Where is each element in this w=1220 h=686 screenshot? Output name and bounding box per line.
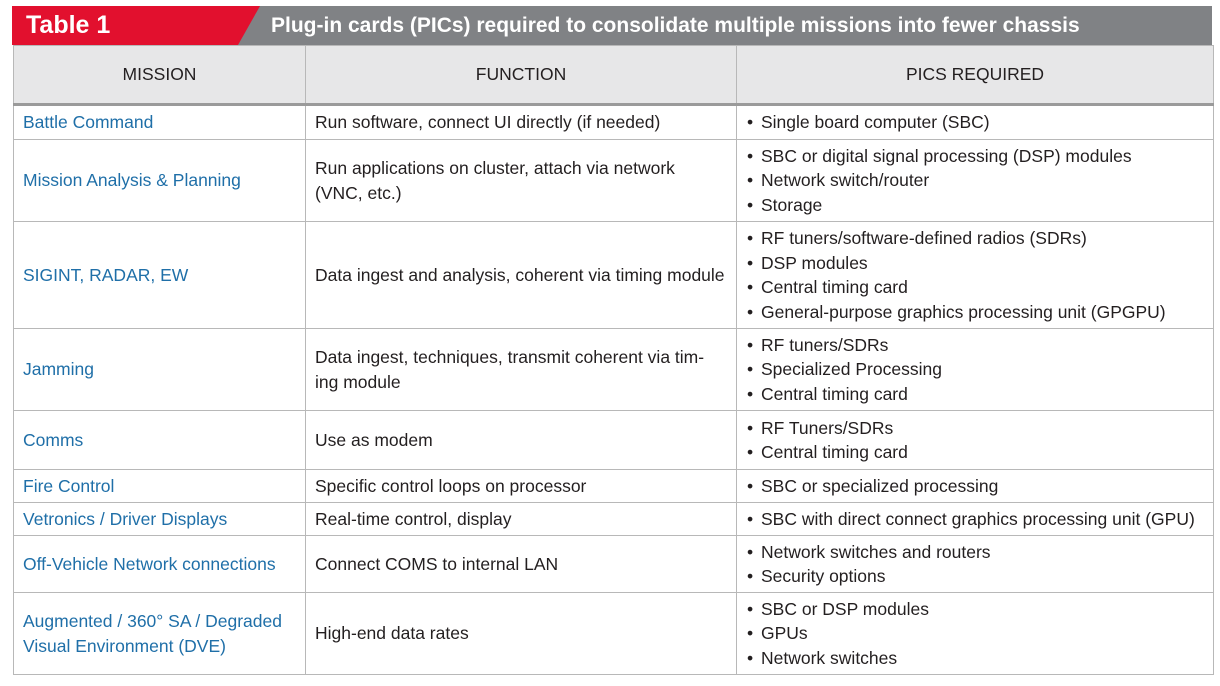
pics-cell [737,140,1214,222]
pics-cell [737,105,1214,140]
function-cell: Connect COMS to internal LAN [306,536,737,593]
table-title: Plug-in cards (PICs) required to consolidate multiple missions into fewer chassis [271,14,1080,37]
pics-list [746,474,1204,499]
table-row [14,503,1214,536]
column-header-mission: MISSION [14,46,306,105]
pics-list-item: • Central timing card [746,275,1204,300]
function-cell: Use as modem [306,411,737,470]
mission-cell: Mission Analysis & Planning [14,140,306,222]
pics-list [746,416,1204,465]
pics-list-item: • Central timing card [746,382,1204,407]
pics-list-item: • SBC or DSP modules [746,597,1204,622]
pics-list [746,540,1204,589]
table-row [14,140,1214,222]
mission-cell: Comms [14,411,306,470]
pics-cell [737,503,1214,536]
mission-cell: Jamming [14,329,306,411]
pics-list [746,333,1204,407]
table-row [14,411,1214,470]
function-cell: Run software, connect UI directly (if needed) [306,105,737,140]
table-banner [12,6,1212,45]
mission-cell: Battle Command [14,105,306,140]
pics-list-item: • SBC or digital signal processing (DSP) modules [746,144,1204,169]
table-row [14,593,1214,675]
pics-cell [737,329,1214,411]
pics-list-item: • Security options [746,564,1204,589]
pics-list [746,226,1204,324]
function-cell: Specific control loops on processor [306,470,737,503]
column-header-function: FUNCTION [306,46,737,105]
pics-list-item: • General-purpose graphics processing unit (GPGPU) [746,300,1204,325]
pics-list-item: • Network switch/router [746,168,1204,193]
pics-list [746,507,1204,532]
pics-cell [737,411,1214,470]
pics-cell [737,593,1214,675]
pics-list-item: • SBC with direct connect graphics processing unit (GPU) [746,507,1204,532]
pics-list-item: • Specialized Processing [746,357,1204,382]
header-row [14,46,1214,105]
pics-list-item: • Single board computer (SBC) [746,110,1204,135]
pics-list-item: • RF tuners/software-defined radios (SDRs) [746,226,1204,251]
pics-list-item: • DSP modules [746,251,1204,276]
function-cell: Data ingest, techniques, transmit coherent via tim-ing module [306,329,737,411]
table-row [14,470,1214,503]
pics-list-item: • RF tuners/SDRs [746,333,1204,358]
mission-cell: Fire Control [14,470,306,503]
missions-table [13,45,1214,675]
table-row [14,105,1214,140]
function-cell: Real-time control, display [306,503,737,536]
pics-list-item: • GPUs [746,621,1204,646]
mission-cell: Off-Vehicle Network connections [14,536,306,593]
pics-list [746,144,1204,218]
pics-list-item: • Central timing card [746,440,1204,465]
pics-cell [737,536,1214,593]
function-cell: High-end data rates [306,593,737,675]
table-row [14,536,1214,593]
column-header-pics-required: PICS REQUIRED [737,46,1214,105]
table-row [14,329,1214,411]
pics-list-item: • Network switches [746,646,1204,671]
table-number: Table 1 [26,11,111,39]
table-row [14,222,1214,329]
pics-list-item: • SBC or specialized processing [746,474,1204,499]
function-cell: Data ingest and analysis, coherent via timing module [306,222,737,329]
function-cell: Run applications on cluster, attach via network (VNC, etc.) [306,140,737,222]
pics-list-item: • Storage [746,193,1204,218]
pics-cell [737,222,1214,329]
pics-list-item: • Network switches and routers [746,540,1204,565]
pics-list [746,597,1204,671]
pics-cell [737,470,1214,503]
mission-cell: Vetronics / Driver Displays [14,503,306,536]
pics-list [746,110,1204,135]
pics-list-item: • RF Tuners/SDRs [746,416,1204,441]
mission-cell: Augmented / 360° SA / Degraded Visual Environment (DVE) [14,593,306,675]
mission-cell: SIGINT, RADAR, EW [14,222,306,329]
